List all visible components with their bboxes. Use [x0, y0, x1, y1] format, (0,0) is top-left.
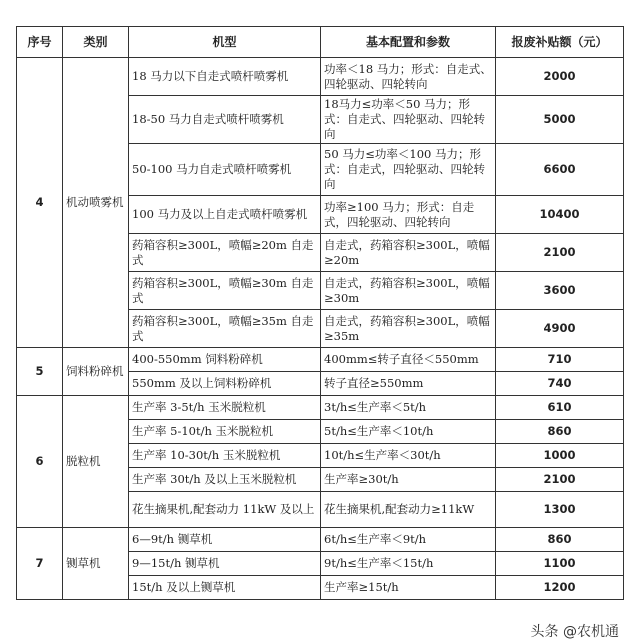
config-cell: 5t/h≤生产率＜10t/h: [321, 420, 496, 444]
amount-cell: 1100: [496, 552, 624, 576]
table-row: [17, 528, 624, 552]
amount-cell: 1000: [496, 444, 624, 468]
amount-cell: 5000: [496, 96, 624, 144]
config-cell: 转子直径≥550mm: [321, 372, 496, 396]
model-cell: 药箱容积≥300L，喷幅≥35m 自走式: [129, 310, 321, 348]
amount-cell: 2100: [496, 468, 624, 492]
table-body: [17, 58, 624, 600]
model-cell: 药箱容积≥300L，喷幅≥20m 自走式: [129, 234, 321, 272]
config-cell: 6t/h≤生产率＜9t/h: [321, 528, 496, 552]
config-cell: 400mm≤转子直径＜550mm: [321, 348, 496, 372]
model-cell: 15t/h 及以上铡草机: [129, 576, 321, 600]
model-cell: 6—9t/h 铡草机: [129, 528, 321, 552]
config-cell: 花生摘果机,配套动力≥11kW: [321, 492, 496, 528]
model-cell: 生产率 5-10t/h 玉米脱粒机: [129, 420, 321, 444]
config-cell: 功率≥100 马力；形式：自走式，四轮驱动、四轮转向: [321, 196, 496, 234]
amount-cell: 4900: [496, 310, 624, 348]
group-category: 饲料粉碎机: [63, 348, 129, 396]
group-category: 铡草机: [63, 528, 129, 600]
header-model: 机型: [129, 27, 321, 58]
config-cell: 9t/h≤生产率＜15t/h: [321, 552, 496, 576]
subsidy-table: [16, 26, 624, 600]
config-cell: 生产率≥15t/h: [321, 576, 496, 600]
amount-cell: 610: [496, 396, 624, 420]
model-cell: 9—15t/h 铡草机: [129, 552, 321, 576]
amount-cell: 860: [496, 420, 624, 444]
table-header-row: [17, 27, 624, 58]
group-category: 机动喷雾机: [63, 58, 129, 348]
group-category: 脱粒机: [63, 396, 129, 528]
model-cell: 生产率 3-5t/h 玉米脱粒机: [129, 396, 321, 420]
amount-cell: 6600: [496, 144, 624, 196]
header-amount: 报废补贴额（元）: [496, 27, 624, 58]
header-category: 类别: [63, 27, 129, 58]
table-row: [17, 58, 624, 96]
model-cell: 50-100 马力自走式喷杆喷雾机: [129, 144, 321, 196]
header-config: 基本配置和参数: [321, 27, 496, 58]
group-seq: 7: [17, 528, 63, 600]
amount-cell: 2100: [496, 234, 624, 272]
model-cell: 药箱容积≥300L，喷幅≥30m 自走式: [129, 272, 321, 310]
group-seq: 4: [17, 58, 63, 348]
amount-cell: 710: [496, 348, 624, 372]
model-cell: 100 马力及以上自走式喷杆喷雾机: [129, 196, 321, 234]
model-cell: 550mm 及以上饲料粉碎机: [129, 372, 321, 396]
amount-cell: 3600: [496, 272, 624, 310]
model-cell: 18 马力以下自走式喷杆喷雾机: [129, 58, 321, 96]
model-cell: 400-550mm 饲料粉碎机: [129, 348, 321, 372]
config-cell: 50 马力≤功率＜100 马力；形式：自走式，四轮驱动、四轮转向: [321, 144, 496, 196]
config-cell: 自走式，药箱容积≥300L，喷幅≥30m: [321, 272, 496, 310]
group-seq: 6: [17, 396, 63, 528]
source-credit: 头条 @农机通: [530, 624, 619, 640]
config-cell: 18马力≤功率＜50 马力；形式：自走式、四轮驱动、四轮转向: [321, 96, 496, 144]
header-seq: 序号: [17, 27, 63, 58]
amount-cell: 1200: [496, 576, 624, 600]
amount-cell: 2000: [496, 58, 624, 96]
config-cell: 自走式，药箱容积≥300L，喷幅≥20m: [321, 234, 496, 272]
config-cell: 自走式，药箱容积≥300L，喷幅≥35m: [321, 310, 496, 348]
model-cell: 18-50 马力自走式喷杆喷雾机: [129, 96, 321, 144]
config-cell: 3t/h≤生产率＜5t/h: [321, 396, 496, 420]
config-cell: 生产率≥30t/h: [321, 468, 496, 492]
table-row: [17, 396, 624, 420]
amount-cell: 1300: [496, 492, 624, 528]
config-cell: 10t/h≤生产率＜30t/h: [321, 444, 496, 468]
table-row: [17, 348, 624, 372]
group-seq: 5: [17, 348, 63, 396]
model-cell: 生产率 10-30t/h 玉米脱粒机: [129, 444, 321, 468]
amount-cell: 740: [496, 372, 624, 396]
model-cell: 生产率 30t/h 及以上玉米脱粒机: [129, 468, 321, 492]
amount-cell: 860: [496, 528, 624, 552]
config-cell: 功率＜18 马力；形式：自走式、四轮驱动、四轮转向: [321, 58, 496, 96]
amount-cell: 10400: [496, 196, 624, 234]
model-cell: 花生摘果机,配套动力 11kW 及以上: [129, 492, 321, 528]
